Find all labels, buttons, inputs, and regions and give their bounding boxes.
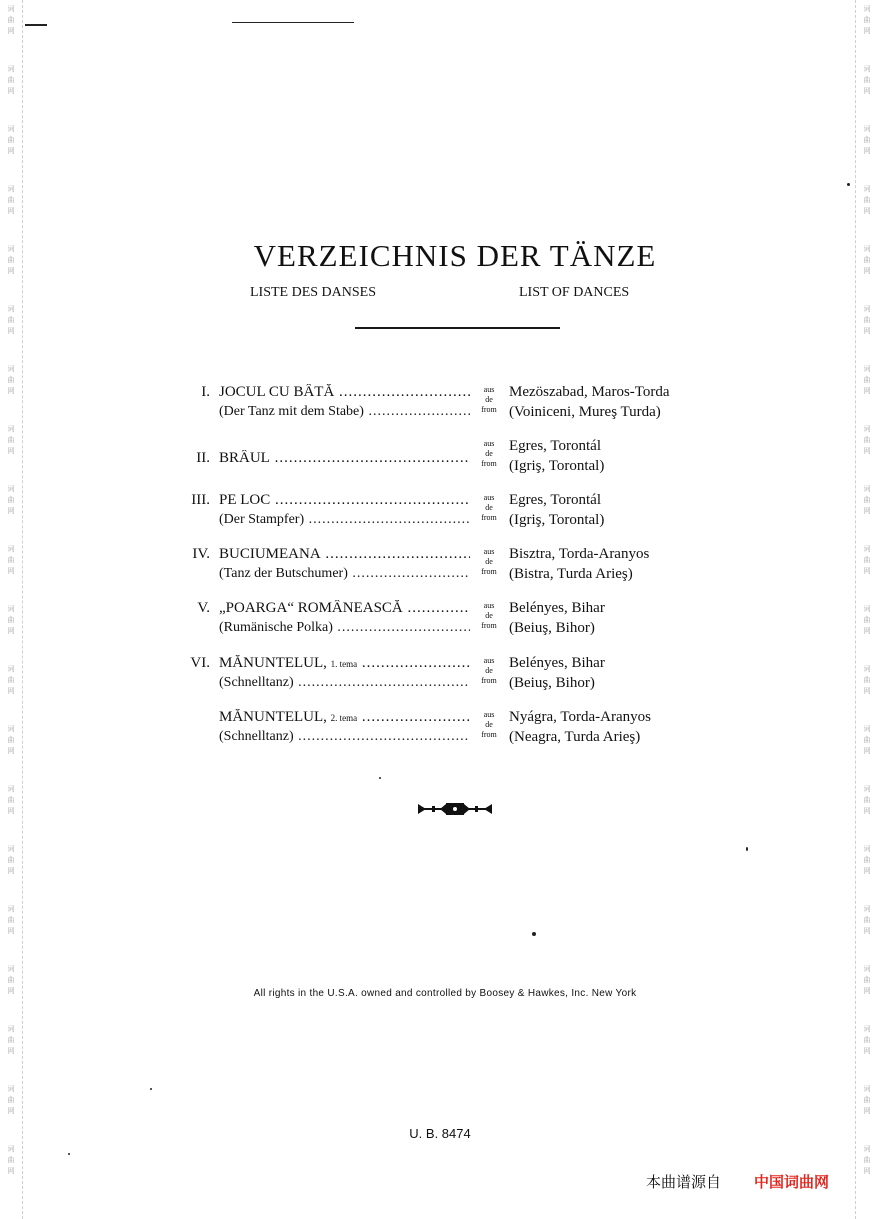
watermark-glyph-column: 词 曲 网 [863, 485, 871, 515]
catalog-number: U. B. 8474 [409, 1126, 471, 1141]
watermark-glyph-column: 词 曲 网 [863, 725, 871, 755]
watermark-glyph-column: 词 曲 网 [863, 1025, 871, 1055]
left-watermark-strip [0, 0, 23, 1219]
watermark-glyph-column: 词 曲 网 [7, 245, 15, 275]
dance-subtitle: (Tanz der Butschumer) ..... [219, 566, 470, 582]
subtitle-english: LIST OF DANCES [519, 285, 630, 300]
watermark-glyph-column: 词 曲 网 [7, 425, 15, 455]
dance-subtitle: (Der Tanz mit dem Stabe) ..... [219, 404, 470, 420]
watermark-glyph-column: 词 曲 网 [863, 905, 871, 935]
watermark-glyph-column: 词 曲 网 [7, 5, 15, 35]
tema-label: 1. tema [330, 659, 358, 669]
watermark-source-label: 本曲谱源自 [646, 1173, 722, 1191]
subtitle-french: LISTE DES DANSES [250, 285, 377, 300]
location-romanian: (Beiuş, Bihor) [509, 620, 595, 636]
watermark-glyph-column: 词 曲 网 [7, 485, 15, 515]
preposition-stack: aus de from [481, 656, 497, 685]
preposition-stack: aus de from [481, 385, 497, 414]
right-watermark-strip [855, 0, 877, 1219]
watermark-glyph-column: 词 曲 网 [7, 665, 15, 695]
watermark-glyph-column: 词 曲 网 [863, 365, 871, 395]
dance-entry [150, 546, 750, 586]
dance-entry [150, 655, 750, 695]
watermark-glyph-column: 词 曲 网 [7, 545, 15, 575]
scan-speck [532, 932, 536, 936]
location-original: Egres, Torontál [509, 492, 601, 508]
location-romanian: (Neagra, Turda Arieş) [509, 729, 641, 745]
location-original: Bisztra, Torda-Aranyos [509, 546, 650, 562]
dance-subtitle: (Schnelltanz) ..... [219, 675, 470, 691]
dance-entry [150, 600, 750, 640]
dance-subtitle: (Schnelltanz) ..... [219, 729, 470, 745]
watermark-glyph-column: 词 曲 网 [863, 785, 871, 815]
watermark-glyph-column: 词 曲 网 [7, 1025, 15, 1055]
preposition-stack: aus de from [481, 601, 497, 630]
watermark-glyph-column: 词 曲 网 [863, 5, 871, 35]
dance-title: „POARGA“ ROMÂNEASCĂ ..... [219, 600, 470, 617]
watermark-glyph-column: 词 曲 网 [863, 305, 871, 335]
dance-title: BRÂUL ..... [219, 450, 470, 467]
tema-label: 2. tema [330, 713, 358, 723]
dance-entry [150, 492, 750, 532]
page-title: VERZEICHNIS DER TÄNZE [253, 238, 657, 273]
watermark-glyph-column: 词 曲 网 [7, 605, 15, 635]
dance-subtitle: (Der Stampfer) ..... [219, 512, 470, 528]
dance-number: I. [201, 384, 210, 400]
top-left-mark [25, 24, 47, 26]
watermark-glyph-column: 词 曲 网 [7, 1145, 15, 1175]
dance-number: V. [197, 600, 210, 616]
dance-title: MĂNUNTELUL, 1. tema ..... [219, 655, 470, 672]
title-divider [355, 327, 560, 329]
location-original: Nyágra, Torda-Aranyos [509, 709, 651, 725]
dance-number: VI. [190, 655, 210, 671]
watermark-glyph-column: 词 曲 网 [7, 365, 15, 395]
watermark-source-name[interactable]: 中国词曲网 [754, 1173, 830, 1191]
dance-number: II. [196, 450, 210, 466]
location-original: Mezöszabad, Maros-Torda [509, 384, 670, 400]
watermark-glyph-column: 词 曲 网 [863, 125, 871, 155]
scan-speck [847, 183, 850, 186]
dance-title: JOCUL CU BÂTĂ ..... [219, 384, 470, 401]
location-original: Belényes, Bihar [509, 600, 605, 616]
preposition-stack: aus de from [481, 710, 497, 739]
preposition-stack: aus de from [481, 547, 497, 576]
watermark-glyph-column: 词 曲 网 [7, 185, 15, 215]
scan-speck [746, 847, 748, 851]
watermark-glyph-column: 词 曲 网 [7, 65, 15, 95]
watermark-glyph-column: 词 曲 网 [7, 965, 15, 995]
dance-entry [150, 438, 750, 478]
dance-entry [150, 709, 750, 749]
dance-title: MĂNUNTELUL, 2. tema ..... [219, 709, 470, 726]
watermark-glyph-column: 词 曲 网 [863, 665, 871, 695]
watermark-glyph-column: 词 曲 网 [863, 65, 871, 95]
watermark-glyph-column: 词 曲 网 [863, 425, 871, 455]
preposition-stack: aus de from [481, 439, 497, 468]
location-romanian: (Igriş, Torontal) [509, 458, 605, 474]
decorative-ornament-icon [418, 800, 492, 818]
dance-number: IV. [192, 546, 210, 562]
watermark-glyph-column: 词 曲 网 [7, 845, 15, 875]
watermark-glyph-column: 词 曲 网 [7, 1085, 15, 1115]
top-center-rule [232, 22, 354, 23]
watermark-glyph-column: 词 曲 网 [7, 725, 15, 755]
preposition-stack: aus de from [481, 493, 497, 522]
scan-speck [379, 777, 381, 779]
watermark-glyph-column: 词 曲 网 [863, 845, 871, 875]
watermark-glyph-column: 词 曲 网 [7, 785, 15, 815]
watermark-glyph-column: 词 曲 网 [863, 545, 871, 575]
scan-speck [150, 1088, 152, 1090]
watermark-glyph-column: 词 曲 网 [863, 245, 871, 275]
watermark-glyph-column: 词 曲 网 [7, 305, 15, 335]
location-original: Belényes, Bihar [509, 655, 605, 671]
location-romanian: (Igriş, Torontal) [509, 512, 605, 528]
dance-subtitle: (Rumänische Polka) ..... [219, 620, 470, 636]
dance-title: PE LOC ..... [219, 492, 470, 509]
watermark-glyph-column: 词 曲 网 [7, 905, 15, 935]
dance-number: III. [191, 492, 210, 508]
dance-entry [150, 384, 750, 424]
watermark-glyph-column: 词 曲 网 [863, 605, 871, 635]
watermark-glyph-column: 词 曲 网 [863, 185, 871, 215]
watermark-glyph-column: 词 曲 网 [863, 965, 871, 995]
location-romanian: (Beiuş, Bihor) [509, 675, 595, 691]
location-romanian: (Bistra, Turda Arieş) [509, 566, 633, 582]
location-original: Egres, Torontál [509, 438, 601, 454]
watermark-glyph-column: 词 曲 网 [863, 1085, 871, 1115]
location-romanian: (Voiniceni, Mureş Turda) [509, 404, 661, 420]
copyright-notice: All rights in the U.S.A. owned and controlled by Boosey & Hawkes, Inc. New York [253, 988, 637, 999]
watermark-glyph-column: 词 曲 网 [7, 125, 15, 155]
scan-speck [68, 1153, 70, 1155]
dance-title: BUCIUMEANA ..... [219, 546, 470, 563]
watermark-glyph-column: 词 曲 网 [863, 1145, 871, 1175]
